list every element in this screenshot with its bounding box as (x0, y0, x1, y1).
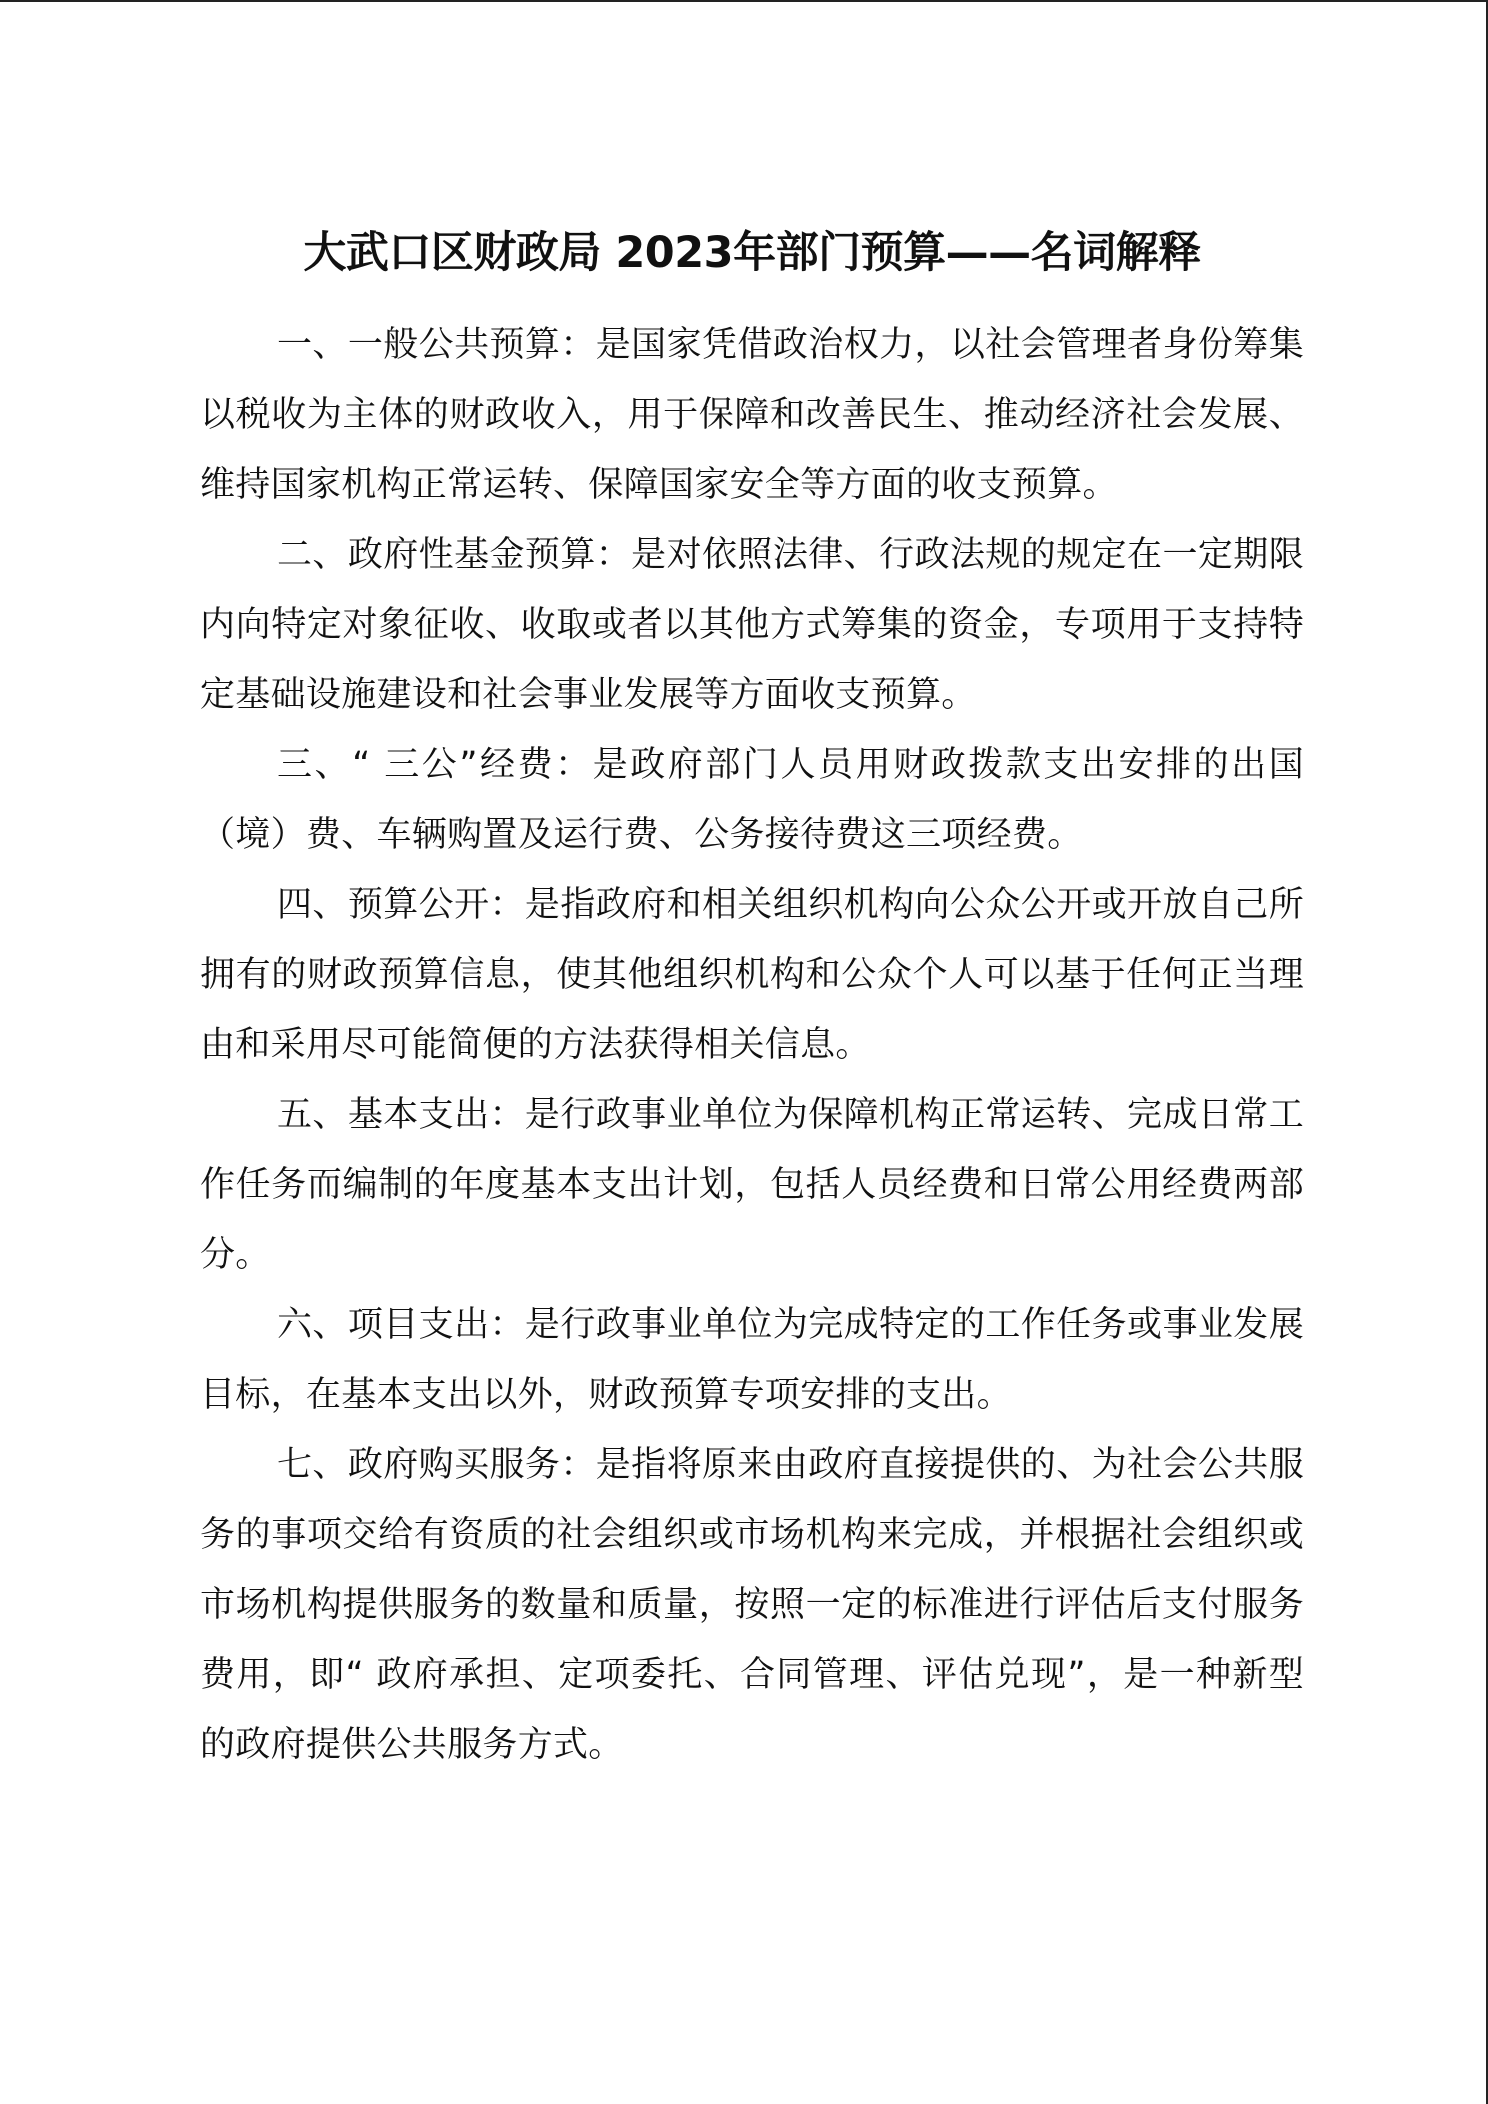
paragraph-general-public-budget: 一、一般公共预算：是国家凭借政治权力，以社会管理者身份筹集以税收为主体的财政收入，用于保障和改善民生、推动经济社会发展、维持国家机构正常运转、保障国家安全等方面的收支预算。 (200, 325, 1304, 505)
page-top-border (0, 0, 1488, 2)
paragraph-budget-disclosure: 四、预算公开：是指政府和相关组织机构向公众公开或开放自己所拥有的财政预算信息，使其他组织机构和公众个人可以基于任何正当理由和采用尽可能简便的方法获得相关信息。 (200, 885, 1304, 1065)
paragraph-three-public-expenses: 三、“ 三公”经费：是政府部门人员用财政拨款支出安排的出国（境）费、车辆购置及运行费、公务接待费这三项经费。 (200, 745, 1304, 855)
paragraph-project-expenditure: 六、项目支出：是行政事业单位为完成特定的工作任务或事业发展目标，在基本支出以外，财政预算专项安排的支出。 (200, 1305, 1304, 1415)
document-title: 大武口区财政局 2023年部门预算——名词解释 (303, 228, 1201, 278)
paragraph-government-procurement-services: 七、政府购买服务：是指将原来由政府直接提供的、为社会公共服务的事项交给有资质的社会组织或市场机构来完成，并根据社会组织或市场机构提供服务的数量和质量，按照一定的标准进行评估后支付服务费用，即“ 政府承担、定项委托、合同管理、评估兑现”，是一种新型的政府提供公共服务方式。 (200, 1445, 1304, 1765)
document-body (200, 218, 1304, 1780)
paragraph-basic-expenditure: 五、基本支出：是行政事业单位为保障机构正常运转、完成日常工作任务而编制的年度基本支出计划，包括人员经费和日常公用经费两部分。 (200, 1095, 1304, 1275)
paragraph-government-fund-budget: 二、政府性基金预算：是对依照法律、行政法规的规定在一定期限内向特定对象征收、收取或者以其他方式筹集的资金，专项用于支持特定基础设施建设和社会事业发展等方面收支预算。 (200, 535, 1304, 715)
